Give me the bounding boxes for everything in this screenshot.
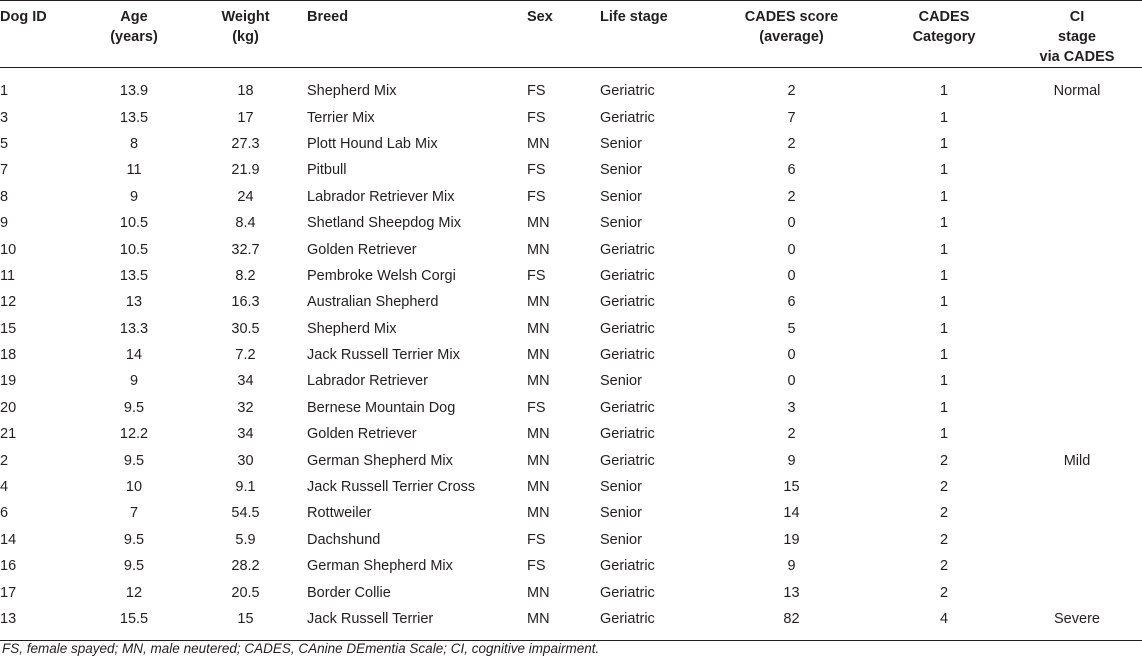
cell-weight: 17 [237,109,254,126]
cell-cades-score: 19 [783,531,800,548]
cell-age: 13.5 [119,109,149,126]
cell-dog-id: 13 [0,606,84,641]
cell-age: 13.3 [119,320,149,337]
cell-breed: Terrier Mix [307,109,375,126]
cell-dog-id: 19 [0,373,17,390]
header-text: CADES [918,9,970,25]
cell-age: 9.5 [123,452,145,469]
header-weight [184,1,307,68]
cell-sex: FS [527,399,546,416]
cell-dog-id: 3 [0,109,9,126]
cell-cades-score: 0 [787,215,796,232]
cell-life-stage: Senior [600,531,642,548]
cell-weight: 28.2 [231,558,260,575]
cell-breed: Border Collie [307,584,391,601]
table-footnote: FS, female spayed; MN, male neutered; CADES, CAnine DEmentia Scale; CI, cognitive impairment. [2,641,600,656]
cell-sex: MN [527,347,550,364]
cell-sex: MN [527,215,550,232]
cell-cades-category: 1 [939,373,949,390]
cell-ci-stage: Mild [1063,452,1091,469]
table-row [0,474,1142,500]
cell-weight: 24 [237,188,254,205]
cell-breed: Rottweiler [307,505,372,522]
cell-ci-stage [1012,421,1142,447]
cell-sex: MN [527,479,550,496]
header-life-stage [600,1,707,68]
cell-ci-stage [1012,553,1142,579]
cell-cades-category: 2 [939,558,949,575]
cell-life-stage: Senior [600,505,642,522]
header-breed [307,1,527,68]
cell-weight: 54.5 [231,505,260,522]
cell-breed: Plott Hound Lab Mix [307,135,438,152]
table-row [0,395,1142,421]
cell-life-stage: Geriatric [600,241,655,258]
cell-life-stage: Geriatric [600,558,655,575]
cell-dog-id: 7 [0,162,9,179]
cell-breed: Labrador Retriever [307,373,428,390]
table-row [0,606,1142,641]
cell-age: 9.5 [123,399,145,416]
cell-dog-id: 18 [0,347,17,364]
cell-age: 14 [125,347,143,364]
header-text: stage [1058,29,1096,45]
cell-breed: Shetland Sheepdog Mix [307,215,461,232]
cell-dog-id: 15 [0,320,17,337]
cell-cades-score: 0 [787,373,796,390]
cell-cades-score: 6 [787,162,796,179]
cell-cades-score: 3 [787,399,796,416]
cell-weight: 30 [237,452,254,469]
cell-cades-category: 1 [939,215,949,232]
cell-cades-score: 2 [787,188,796,205]
table-row [0,500,1142,526]
header-text: via CADES [1039,49,1115,65]
table-row [0,68,1142,105]
cell-breed: German Shepherd Mix [307,558,453,575]
cell-dog-id: 17 [0,584,17,601]
cell-dog-id: 10 [0,241,17,258]
cell-cades-category: 1 [939,162,949,179]
cell-life-stage: Senior [600,479,642,496]
cell-life-stage: Senior [600,373,642,390]
cell-dog-id: 9 [0,215,9,232]
cell-sex: FS [527,109,546,126]
cell-breed: Bernese Mountain Dog [307,399,456,416]
cell-weight: 21.9 [231,162,260,179]
cell-age: 9.5 [123,558,145,575]
table-row [0,184,1142,210]
cell-ci-stage [1012,263,1142,289]
cell-cades-score: 2 [787,426,796,443]
cell-weight: 7.2 [235,347,256,364]
cell-sex: MN [527,584,550,601]
cell-age: 10.5 [119,241,149,258]
cell-breed: Jack Russell Terrier Mix [307,347,460,364]
cell-cades-category: 1 [939,347,949,364]
cell-breed: Shepherd Mix [307,83,397,100]
cell-life-stage: Geriatric [600,83,655,100]
table-row [0,131,1142,157]
header-text: Life stage [600,9,668,25]
cell-cades-category: 1 [939,426,949,443]
cell-dog-id: 6 [0,505,9,522]
cell-ci-stage [1012,527,1142,553]
cell-breed: German Shepherd Mix [307,452,453,469]
cell-sex: MN [527,452,550,469]
cell-cades-score: 0 [787,267,796,284]
header-text: CADES score [744,9,839,25]
cell-weight: 20.5 [231,584,260,601]
cell-life-stage: Geriatric [600,452,655,469]
cell-ci-stage [1012,474,1142,500]
header-age [84,1,184,68]
table-header [0,1,1142,68]
table-row [0,263,1142,289]
cell-cades-score: 2 [787,135,796,152]
cell-weight: 27.3 [231,135,260,152]
cell-life-stage: Geriatric [600,320,655,337]
cell-age: 9.5 [123,531,145,548]
cell-sex: MN [527,135,550,152]
cell-dog-id: 16 [0,558,17,575]
header-text: Sex [527,9,553,25]
cell-cades-score: 13 [783,584,800,601]
cell-cades-score: 9 [787,452,796,469]
cell-cades-category: 4 [876,606,1012,641]
cell-cades-score: 9 [787,558,796,575]
cell-age: 10.5 [119,215,149,232]
cell-ci-stage [1012,131,1142,157]
cell-weight: 32 [237,399,254,416]
cell-dog-id: 12 [0,294,17,311]
cell-sex: FS [527,188,546,205]
cell-cades-score: 0 [787,241,796,258]
cell-cades-category: 1 [939,188,949,205]
cell-ci-stage [1012,395,1142,421]
cell-life-stage: Geriatric [600,109,655,126]
header-text: Weight [221,9,270,25]
cell-cades-score: 14 [783,505,800,522]
cell-cades-category: 2 [939,505,949,522]
table-body [0,68,1142,641]
cell-sex: FS [527,162,546,179]
cell-sex: MN [527,606,600,641]
cell-sex: FS [527,83,546,100]
cell-dog-id: 5 [0,135,9,152]
cell-cades-score: 82 [707,606,876,641]
cell-ci-stage [1012,289,1142,315]
cell-ci-stage [1012,316,1142,342]
cell-dog-id: 8 [0,188,9,205]
cell-breed: Shepherd Mix [307,320,397,337]
cell-age: 12 [125,584,143,601]
cell-breed: Australian Shepherd [307,294,439,311]
cell-breed: Pembroke Welsh Corgi [307,267,456,284]
table-row [0,553,1142,579]
cell-life-stage: Geriatric [600,267,655,284]
cell-cades-category: 1 [939,320,949,337]
cell-weight: 34 [237,426,254,443]
cell-age: 8 [129,135,139,152]
cell-cades-score: 6 [787,294,796,311]
cell-ci-stage [1012,236,1142,262]
cell-age: 9 [129,188,139,205]
cell-breed: Jack Russell Terrier Cross [307,479,476,496]
cell-ci-stage [1012,157,1142,183]
cell-cades-category: 1 [939,294,949,311]
cell-dog-id: 20 [0,399,17,416]
cell-cades-category: 2 [939,531,949,548]
cell-sex: FS [527,558,546,575]
cell-dog-id: 1 [0,83,9,100]
header-ci-stage [1012,1,1142,68]
cell-weight: 15 [184,606,307,641]
cell-age: 7 [129,505,139,522]
cell-age: 13.9 [119,83,149,100]
cell-life-stage: Geriatric [600,426,655,443]
cell-cades-category: 1 [939,83,949,100]
table-row [0,579,1142,605]
table-row [0,236,1142,262]
cell-ci-stage: Normal [1053,83,1101,100]
cell-weight: 5.9 [235,531,256,548]
header-text: Breed [307,9,349,25]
cell-age: 12.2 [119,426,149,443]
header-text: CI [1069,9,1085,25]
cell-life-stage: Senior [600,135,642,152]
table-row [0,447,1142,473]
cell-breed: Dachshund [307,531,381,548]
table-row [0,316,1142,342]
cell-weight: 8.4 [235,215,256,232]
cell-sex: FS [527,267,546,284]
table-row [0,368,1142,394]
header-text: (years) [110,29,158,45]
cell-age: 11 [126,162,142,179]
cell-life-stage: Geriatric [600,606,707,641]
cell-sex: MN [527,505,550,522]
cell-cades-score: 2 [787,83,796,100]
cell-dog-id: 14 [0,531,17,548]
cell-breed: Golden Retriever [307,426,417,443]
header-text: Category [912,29,976,45]
table-row [0,342,1142,368]
cell-cades-score: 0 [787,347,796,364]
cell-cades-category: 2 [939,479,949,496]
header-text: Age [120,9,148,25]
cell-life-stage: Geriatric [600,294,655,311]
cell-cades-score: 15 [783,479,800,496]
cell-ci-stage [1012,210,1142,236]
cell-ci-stage [1012,500,1142,526]
cell-cades-category: 1 [939,109,949,126]
header-sex [527,1,600,68]
cell-cades-category: 2 [939,584,949,601]
cell-sex: MN [527,373,550,390]
header-cades-score [707,1,876,68]
cell-weight: 9.1 [235,479,256,496]
cell-breed: Labrador Retriever Mix [307,188,455,205]
cell-cades-category: 1 [939,267,949,284]
cell-sex: MN [527,294,550,311]
cell-life-stage: Geriatric [600,399,655,416]
cell-life-stage: Senior [600,188,642,205]
cell-life-stage: Geriatric [600,584,655,601]
table-row [0,157,1142,183]
cell-dog-id: 21 [0,426,17,443]
cell-dog-id: 4 [0,479,9,496]
table-row [0,289,1142,315]
cell-cades-score: 7 [787,109,796,126]
cell-weight: 16.3 [231,294,260,311]
cell-sex: MN [527,426,550,443]
cell-ci-stage [1012,342,1142,368]
header-text: (average) [759,29,824,45]
cell-cades-category: 1 [939,135,949,152]
cell-ci-stage: Severe [1012,606,1142,641]
cell-ci-stage [1012,104,1142,130]
cell-breed: Golden Retriever [307,241,417,258]
cell-cades-score: 5 [787,320,796,337]
cell-cades-category: 1 [939,399,949,416]
cell-ci-stage [1012,184,1142,210]
cell-breed: Jack Russell Terrier [307,606,527,641]
table-row [0,421,1142,447]
cell-dog-id: 2 [0,452,9,469]
cell-sex: MN [527,241,550,258]
cell-life-stage: Senior [600,215,642,232]
header-text: (kg) [232,29,259,45]
cell-life-stage: Geriatric [600,347,655,364]
cell-age: 9 [129,373,139,390]
cell-dog-id: 11 [0,267,16,284]
cell-age: 15.5 [84,606,184,641]
cell-ci-stage [1012,368,1142,394]
table-row [0,210,1142,236]
cell-weight: 32.7 [231,241,260,258]
cell-weight: 30.5 [231,320,260,337]
header-dog-id [0,1,84,68]
header-row [0,1,1142,68]
cell-breed: Pitbull [307,162,347,179]
cell-sex: MN [527,320,550,337]
cell-age: 13 [125,294,143,311]
cell-cades-category: 1 [939,241,949,258]
table-row [0,104,1142,130]
cell-weight: 18 [237,83,254,100]
cell-cades-category: 2 [939,452,949,469]
cell-age: 10 [125,479,143,496]
cell-weight: 8.2 [235,267,256,284]
header-cades-category [876,1,1012,68]
cell-life-stage: Senior [600,162,642,179]
header-text: Dog ID [0,9,47,25]
cell-age: 13.5 [119,267,149,284]
cell-weight: 34 [237,373,254,390]
table-row [0,527,1142,553]
cell-ci-stage [1012,579,1142,605]
cell-sex: FS [527,531,546,548]
